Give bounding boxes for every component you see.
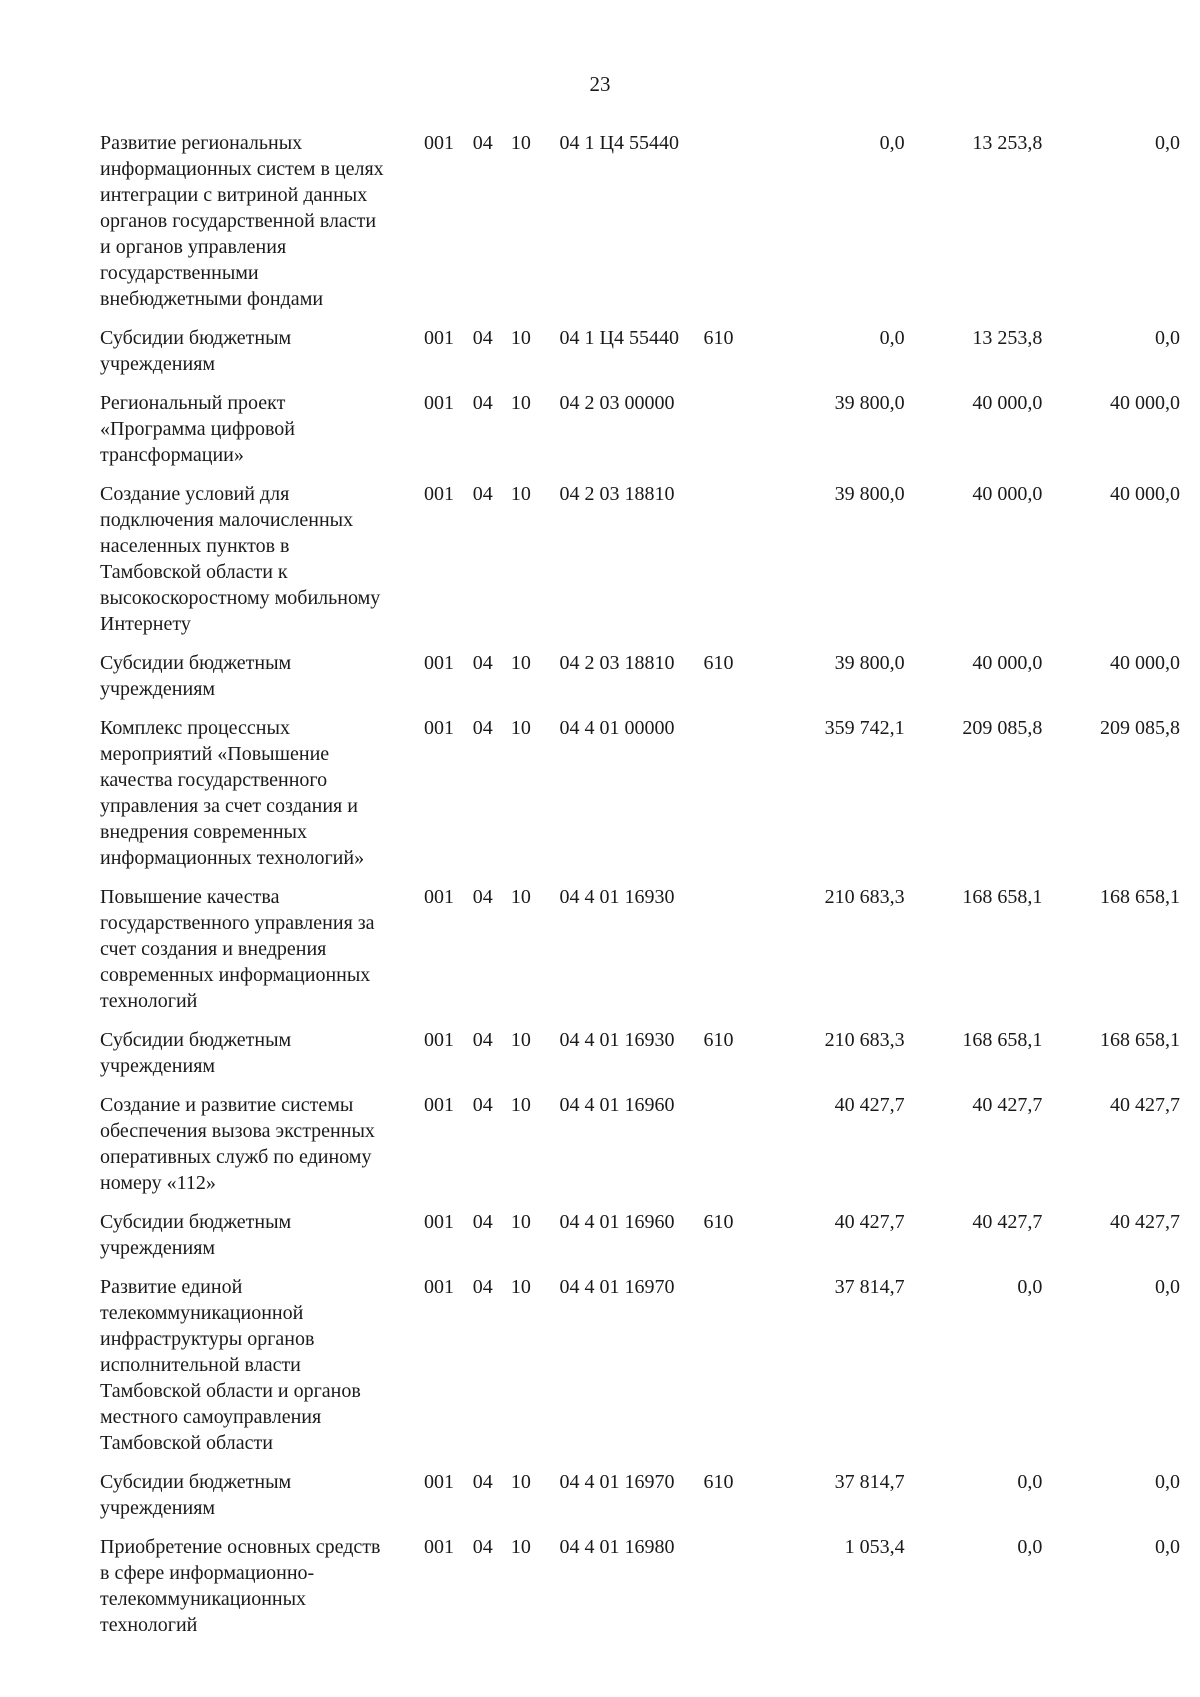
ministry-code-cell: 001 [424,1536,454,1558]
ministry-code-cell: 001 [424,1211,454,1233]
expense-name-line: учреждениям [100,1497,216,1519]
expense-name-line: местного самоуправления [100,1406,322,1428]
expense-name-line: оперативных служб по единому [100,1146,372,1168]
expense-name-line: мероприятий «Повышение [100,743,330,765]
expense-type-cell: 610 [703,1029,734,1051]
subsection-code-cell: 10 [510,1029,531,1051]
expense-name-line: и органов управления [100,236,287,258]
amount-year-3-cell: 0,0 [1155,132,1180,154]
subsection-code-cell: 10 [510,132,531,154]
budget-table [100,130,1180,1651]
expense-name-line: информационных технологий» [100,847,365,869]
expense-name-line: технологий [100,990,198,1012]
expense-name-line: исполнительной власти [100,1354,301,1376]
expense-name-cell [100,715,424,884]
expense-name-cell [100,325,424,390]
amount-year-2-cell: 168 658,1 [962,1029,1043,1051]
subsection-code-cell: 10 [510,327,531,349]
expense-name-line: высокоскоростному мобильному [100,587,381,609]
expense-name-cell [100,884,424,1027]
amount-year-2-cell: 209 085,8 [962,717,1043,739]
expense-name-line: подключения малочисленных [100,509,354,531]
amount-year-1-cell: 0,0 [879,132,905,154]
ministry-code-cell: 001 [424,327,454,349]
table-row [100,1274,1180,1469]
amount-year-2-cell: 0,0 [1017,1536,1043,1558]
target-article-cell: 04 4 01 00000 [559,717,675,739]
expense-type-cell: 610 [703,1471,734,1493]
expense-type-cell [704,715,768,884]
expense-name-line: «Программа цифровой [100,418,295,440]
expense-name-line: Комплекс процессных [100,717,290,739]
expense-name-line: Субсидии бюджетным [100,1211,292,1233]
ministry-code-cell: 001 [424,132,454,154]
expense-name-line: учреждениям [100,353,216,375]
amount-year-3-cell: 40 000,0 [1110,652,1180,674]
table-row [100,715,1180,884]
expense-name-line: информационных систем в целях [100,158,384,180]
expense-name-line: качества государственного [100,769,328,791]
expense-name-line: технологий [100,1614,198,1636]
amount-year-2-cell: 13 253,8 [972,327,1043,349]
amount-year-2-cell: 40 427,7 [972,1211,1043,1233]
expense-name-line: в сфере информационно- [100,1562,315,1584]
amount-year-3-cell: 40 427,7 [1110,1211,1180,1233]
target-article-cell: 04 4 01 16930 [559,1029,675,1051]
table-row [100,884,1180,1027]
expense-name-line: Региональный проект [100,392,286,414]
subsection-code-cell: 10 [510,1094,531,1116]
ministry-code-cell: 001 [424,1276,454,1298]
section-code-cell: 04 [472,1211,493,1233]
amount-year-2-cell: 0,0 [1017,1471,1043,1493]
subsection-code-cell: 10 [510,652,531,674]
table-body [100,130,1180,1651]
section-code-cell: 04 [472,1471,493,1493]
expense-name-cell [100,1469,424,1534]
amount-year-3-cell: 0,0 [1155,1471,1180,1493]
section-code-cell: 04 [472,392,493,414]
target-article-cell: 04 2 03 00000 [559,392,675,414]
expense-name-line: Субсидии бюджетным [100,652,292,674]
target-article-cell: 04 4 01 16970 [559,1276,675,1298]
expense-type-cell [704,884,768,1027]
amount-year-3-cell: 40 427,7 [1110,1094,1180,1116]
amount-year-1-cell: 39 800,0 [834,483,905,505]
expense-name-line: Тамбовской области к [100,561,288,583]
expense-type-cell [704,1274,768,1469]
expense-name-line: интеграции с витриной данных [100,184,368,206]
table-row [100,481,1180,650]
amount-year-3-cell: 168 658,1 [1100,1029,1180,1051]
amount-year-3-cell: 40 000,0 [1110,392,1180,414]
target-article-cell: 04 4 01 16930 [559,886,675,908]
expense-name-line: Повышение качества [100,886,280,908]
section-code-cell: 04 [472,132,493,154]
amount-year-3-cell: 0,0 [1155,327,1180,349]
expense-name-cell [100,1209,424,1274]
expense-name-line: Субсидии бюджетным [100,1471,292,1493]
table-row [100,390,1180,481]
table-row [100,325,1180,390]
expense-name-line: Субсидии бюджетным [100,1029,292,1051]
section-code-cell: 04 [472,886,493,908]
ministry-code-cell: 001 [424,1094,454,1116]
amount-year-3-cell: 40 000,0 [1110,483,1180,505]
subsection-code-cell: 10 [510,717,531,739]
expense-name-line: Тамбовской области и органов [100,1380,361,1402]
amount-year-2-cell: 40 427,7 [972,1094,1043,1116]
table-row [100,1469,1180,1534]
expense-name-line: Тамбовской области [100,1432,273,1454]
ministry-code-cell: 001 [424,1471,454,1493]
amount-year-2-cell: 168 658,1 [962,886,1043,908]
expense-name-cell [100,130,424,325]
target-article-cell: 04 4 01 16980 [559,1536,675,1558]
section-code-cell: 04 [472,717,493,739]
amount-year-2-cell: 40 000,0 [972,652,1043,674]
expense-type-cell: 610 [703,327,734,349]
amount-year-1-cell: 40 427,7 [834,1211,905,1233]
section-code-cell: 04 [472,652,493,674]
ministry-code-cell: 001 [424,886,454,908]
amount-year-1-cell: 39 800,0 [834,392,905,414]
expense-name-line: государственными [100,262,259,284]
expense-name-line: телекоммуникационных [100,1588,307,1610]
amount-year-2-cell: 0,0 [1017,1276,1043,1298]
subsection-code-cell: 10 [510,886,531,908]
expense-name-cell [100,1092,424,1209]
subsection-code-cell: 10 [510,483,531,505]
amount-year-3-cell: 168 658,1 [1100,886,1180,908]
expense-name-line: номеру «112» [100,1172,216,1194]
expense-name-line: внедрения современных [100,821,307,843]
section-code-cell: 04 [472,1094,493,1116]
amount-year-1-cell: 0,0 [879,327,905,349]
table-row [100,1534,1180,1651]
expense-name-line: Интернету [100,613,191,635]
expense-name-line: учреждениям [100,1237,216,1259]
amount-year-3-cell: 209 085,8 [1100,717,1180,739]
expense-name-line: учреждениям [100,1055,216,1077]
expense-name-line: телекоммуникационной [100,1302,304,1324]
subsection-code-cell: 10 [510,1536,531,1558]
expense-name-cell [100,1274,424,1469]
target-article-cell: 04 4 01 16960 [559,1211,675,1233]
target-article-cell: 04 2 03 18810 [559,483,675,505]
page-number: 23 [589,72,611,96]
amount-year-2-cell: 40 000,0 [972,483,1043,505]
ministry-code-cell: 001 [424,392,454,414]
amount-year-1-cell: 39 800,0 [834,652,905,674]
expense-type-cell: 610 [703,652,734,674]
expense-name-cell [100,390,424,481]
target-article-cell: 04 1 Ц4 55440 [559,327,679,349]
expense-name-cell [100,650,424,715]
expense-type-cell: 610 [703,1211,734,1233]
amount-year-1-cell: 37 814,7 [834,1471,905,1493]
section-code-cell: 04 [472,327,493,349]
amount-year-1-cell: 1 053,4 [844,1536,905,1558]
amount-year-1-cell: 210 683,3 [824,886,905,908]
expense-name-line: учреждениям [100,678,216,700]
target-article-cell: 04 4 01 16960 [559,1094,675,1116]
table-row [100,1027,1180,1092]
table-row [100,1209,1180,1274]
expense-type-cell [704,1092,768,1209]
ministry-code-cell: 001 [424,717,454,739]
amount-year-1-cell: 40 427,7 [834,1094,905,1116]
subsection-code-cell: 10 [510,392,531,414]
expense-name-line: Приобретение основных средств [100,1536,381,1558]
amount-year-2-cell: 13 253,8 [972,132,1043,154]
expense-name-line: инфраструктуры органов [100,1328,315,1350]
expense-name-line: счет создания и внедрения [100,938,327,960]
ministry-code-cell: 001 [424,1029,454,1051]
section-code-cell: 04 [472,1276,493,1298]
expense-name-line: Развитие региональных [100,132,303,154]
expense-name-line: органов государственной власти [100,210,377,232]
expense-name-line: государственного управления за [100,912,375,934]
expense-name-line: обеспечения вызова экстренных [100,1120,375,1142]
expense-name-line: Субсидии бюджетным [100,327,292,349]
table-row [100,650,1180,715]
expense-name-cell [100,1027,424,1092]
amount-year-1-cell: 359 742,1 [824,717,905,739]
expense-name-line: Создание и развитие системы [100,1094,354,1116]
expense-type-cell [704,481,768,650]
section-code-cell: 04 [472,1029,493,1051]
target-article-cell: 04 2 03 18810 [559,652,675,674]
expense-name-line: Развитие единой [100,1276,243,1298]
expense-type-cell [704,1534,768,1651]
table-row [100,130,1180,325]
subsection-code-cell: 10 [510,1211,531,1233]
expense-name-line: Создание условий для [100,483,290,505]
expense-name-line: населенных пунктов в [100,535,290,557]
amount-year-3-cell: 0,0 [1155,1536,1180,1558]
amount-year-3-cell: 0,0 [1155,1276,1180,1298]
amount-year-1-cell: 210 683,3 [824,1029,905,1051]
subsection-code-cell: 10 [510,1471,531,1493]
target-article-cell: 04 4 01 16970 [559,1471,675,1493]
expense-name-line: управления за счет создания и [100,795,358,817]
section-code-cell: 04 [472,1536,493,1558]
amount-year-2-cell: 40 000,0 [972,392,1043,414]
subsection-code-cell: 10 [510,1276,531,1298]
ministry-code-cell: 001 [424,652,454,674]
expense-type-cell [704,390,768,481]
expense-name-line: трансформации» [100,444,244,466]
amount-year-1-cell: 37 814,7 [834,1276,905,1298]
section-code-cell: 04 [472,483,493,505]
expense-name-line: современных информационных [100,964,371,986]
expense-type-cell [704,130,768,325]
expense-name-cell [100,1534,424,1651]
table-row [100,1092,1180,1209]
expense-name-line: внебюджетными фондами [100,288,324,310]
expense-name-cell [100,481,424,650]
ministry-code-cell: 001 [424,483,454,505]
target-article-cell: 04 1 Ц4 55440 [559,132,679,154]
